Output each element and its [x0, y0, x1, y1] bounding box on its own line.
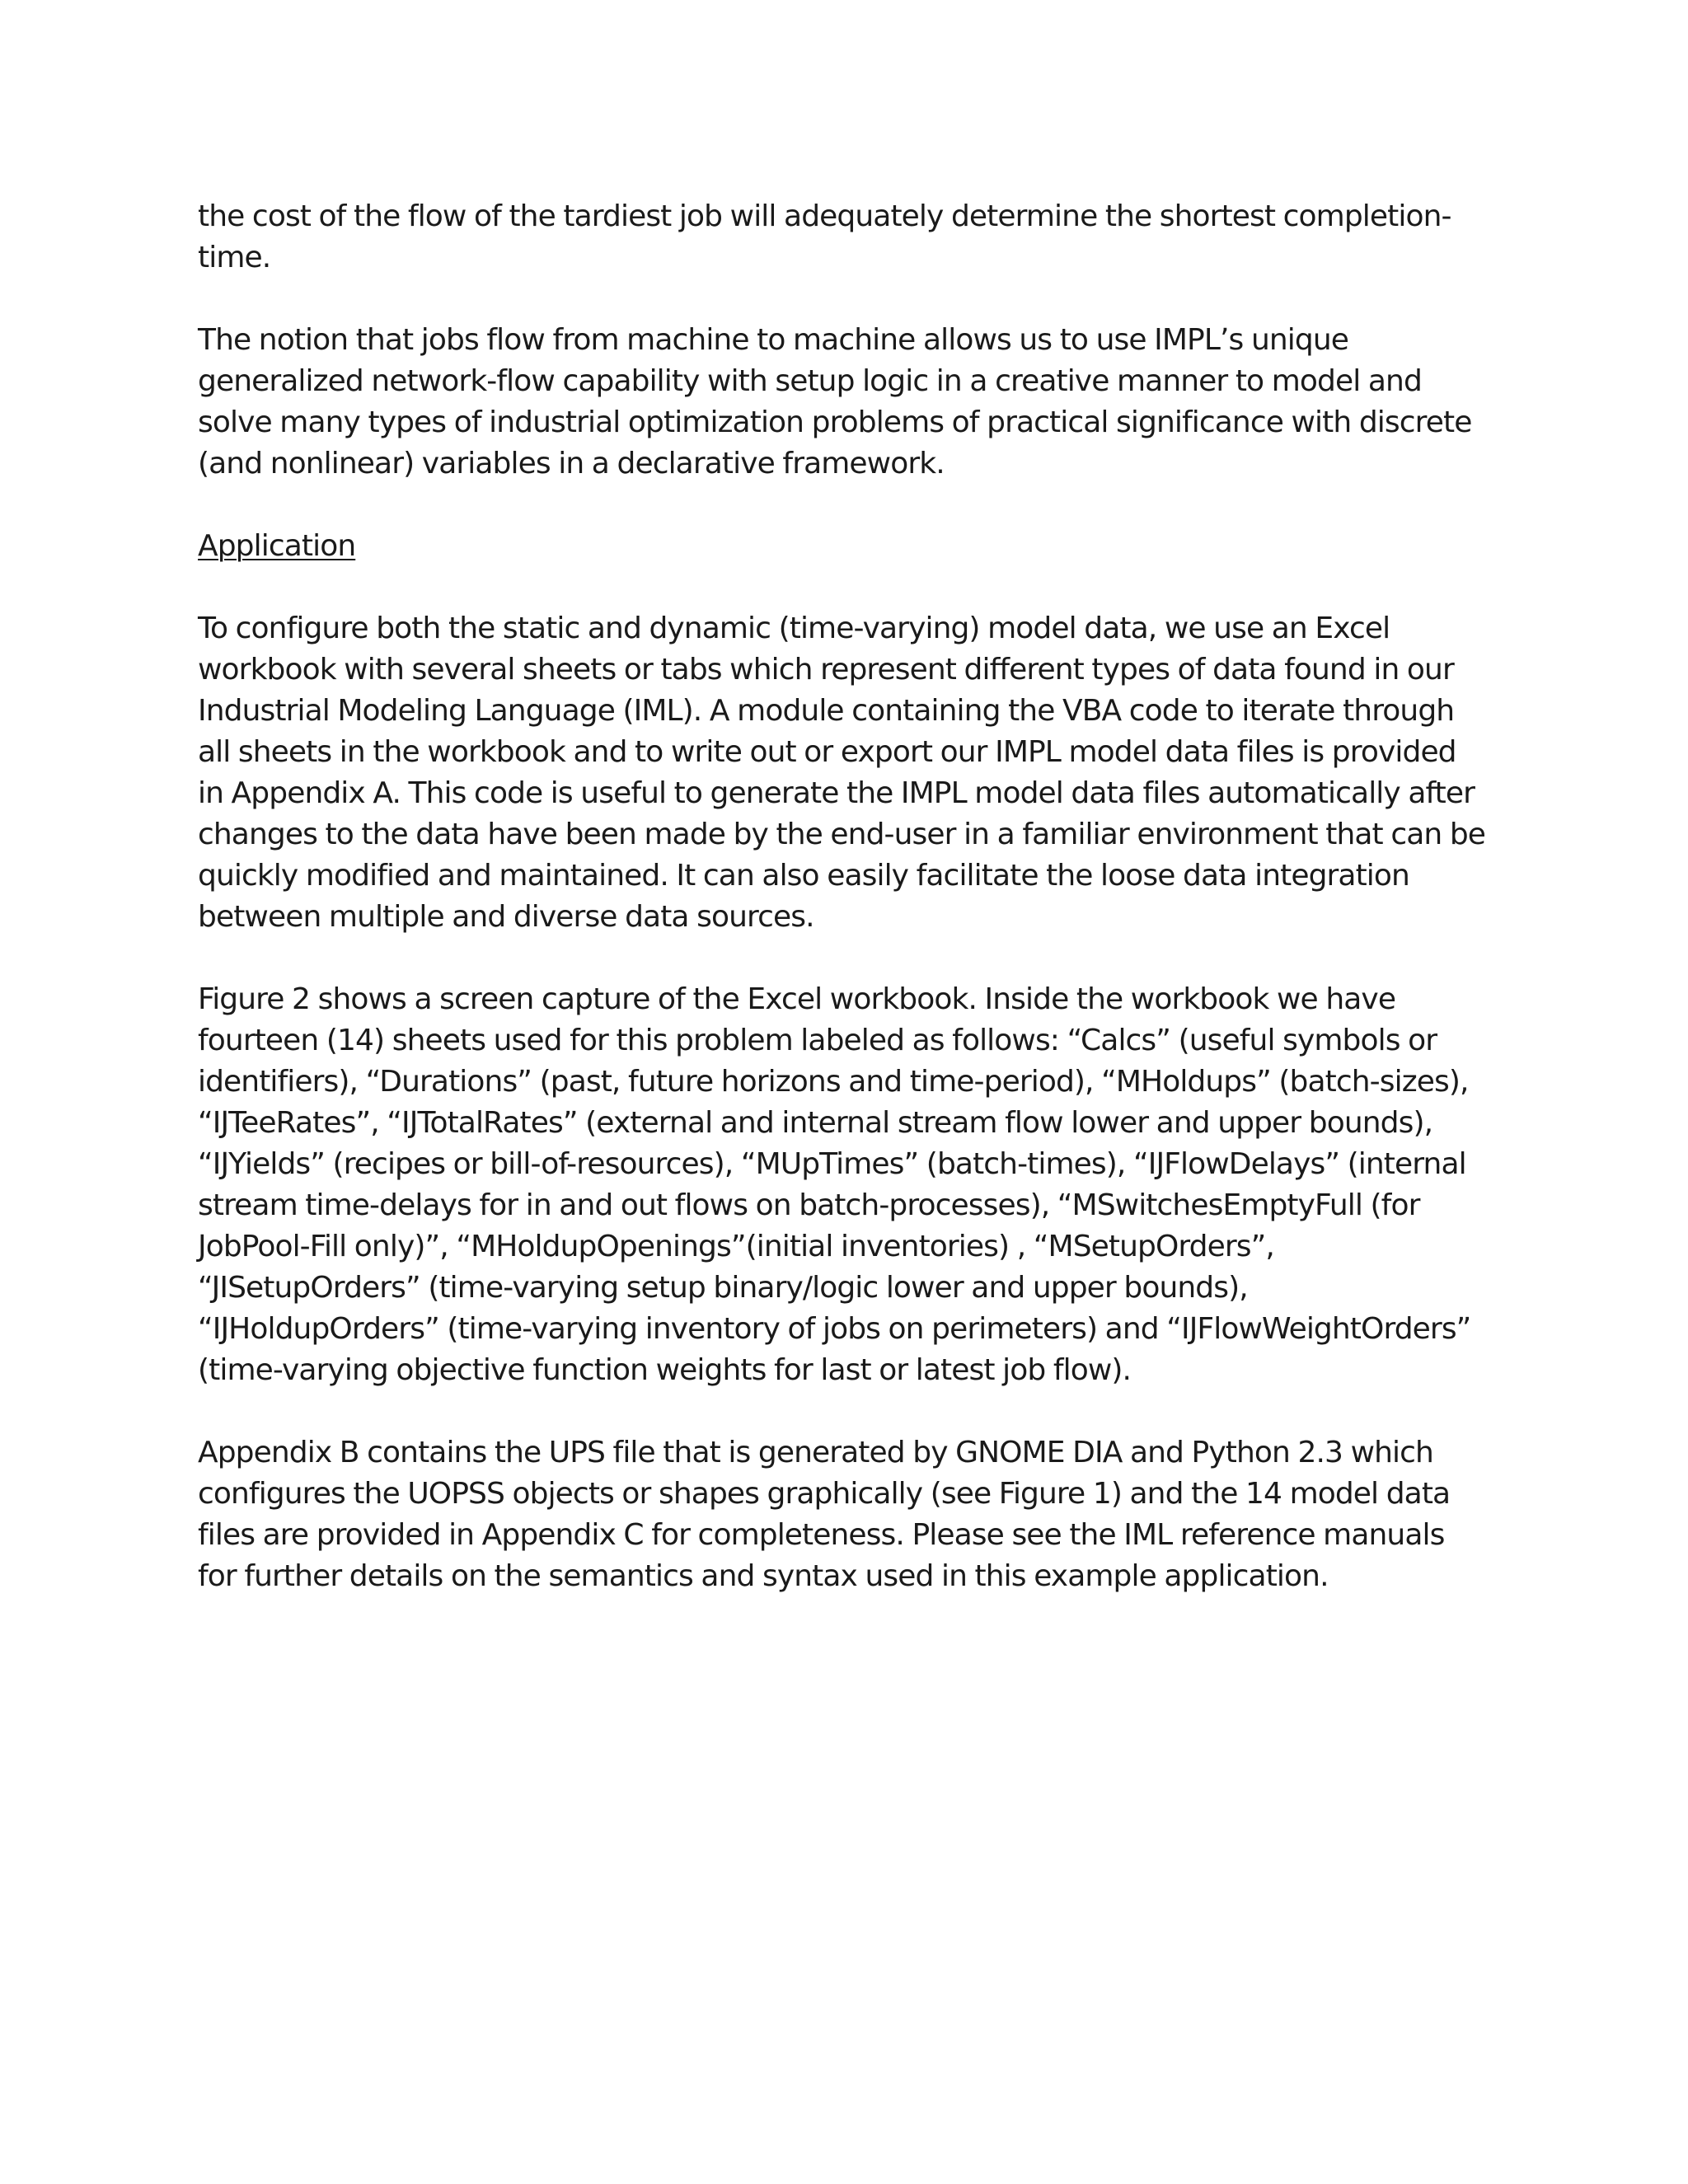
- paragraph-completion-time: the cost of the flow of the tardiest job will adequately determine the shortest completion- time.: [198, 199, 1451, 274]
- paragraph-excel-workbook: To configure both the static and dynamic (time-varying) model data, we use an Excel workbook with several sheets or tabs which represent different types of data found in our Industrial Modeling Language (IML). A module containing the VBA code to iterate through all sheets in the workbook and to write out or export our IMPL model data files is provided in Appendix A. This code is useful to generate the IMPL model data files automatically after changes to the data have been made by the end-user in a familiar environment that can be quickly modified and maintained. It can also easily facilitate the loose data integration between multiple and diverse data sources.: [198, 612, 1486, 934]
- paragraph-appendix-b: Appendix B contains the UPS file that is generated by GNOME DIA and Python 2.3 which configures the UOPSS objects or shapes graphically (see Figure 1) and the 14 model data files are provided in Appendix C for completeness. Please see the IML reference manuals for further details on the semantics and syntax used in this example application.: [198, 1436, 1451, 1593]
- document-body: [198, 196, 1500, 1638]
- paragraph-figure-2-sheets: Figure 2 shows a screen capture of the Excel workbook. Inside the workbook we have fourteen (14) sheets used for this problem labeled as follows: “Calcs” (useful symbols or identifiers), “Durations” (past, future horizons and time-period), “MHoldups” (batch-sizes), “IJTeeRates”, “IJTotalRates” (external and internal stream flow lower and upper bounds), “IJYields” (recipes or bill-of-resources), “MUpTimes” (batch-times), “IJFlowDelays” (internal stream time-delays for in and out flows on batch-processes), “MSwitchesEmptyFull (for JobPool-Fill only)”, “MHoldupOpenings”(initial inventories) , “MSetupOrders”, “JISetupOrders” (time-varying setup binary/logic lower and upper bounds), “IJHoldupOrders” (time-varying inventory of jobs on perimeters) and “IJFlowWeightOrders” (time-varying objective function weights for last or latest job flow).: [198, 982, 1471, 1387]
- paragraph-network-flow: The notion that jobs flow from machine to machine allows us to use IMPL’s unique generalized network-flow capability with setup logic in a creative manner to model and solve many types of industrial optimization problems of practical significance with discrete (and nonlinear) variables in a declarative framework.: [198, 323, 1472, 480]
- section-heading-application: Application: [198, 529, 356, 563]
